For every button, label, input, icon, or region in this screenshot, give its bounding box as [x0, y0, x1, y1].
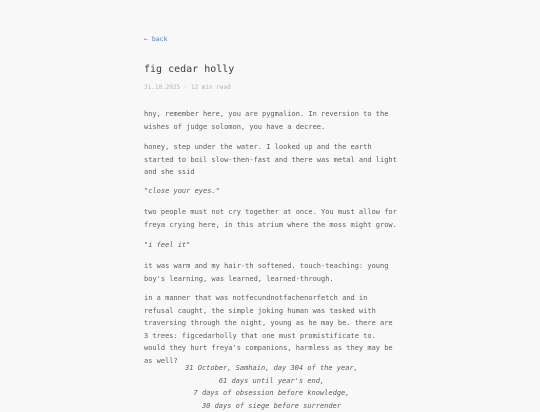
- poem-line: 7 days of obsession before knowledge,: [144, 387, 399, 400]
- back-link[interactable]: ← back: [144, 35, 167, 43]
- poem-line: 61 days until year's end,: [144, 375, 399, 388]
- quote-1: "close your eyes.": [144, 185, 399, 198]
- paragraph-5: in a manner that was notfecundnotfachenorfetch and in refusal caught, the simple joking human was tasked with traversing through the night, young as he may be. there are 3 trees: figcedarholly that one must promistificate to. would they hurt freya's companions, harmless as they may be as well?: [144, 292, 399, 367]
- post-meta: 31.10.2025 · 12 min read: [144, 84, 231, 91]
- quote-2: "i feel it": [144, 239, 399, 252]
- paragraph-4: it was warm and my hair-th softened. touch-teaching: young boy's learning, was learned, learned-through.: [144, 260, 399, 285]
- paragraph-3: two people must not cry together at once. You must allow for freya crying here, in this atrium where the moss might grow.: [144, 206, 399, 231]
- post-title: fig cedar holly: [144, 64, 234, 75]
- paragraph-1: hny, remember here, you are pygmalion. In reversion to the wishes of judge solomon, you have a decree.: [144, 108, 399, 133]
- poem-line: 30 days of siege before surrender: [144, 400, 399, 412]
- paragraph-2: honey, step under the water. I looked up and the earth started to boil slow-then-fast and there was metal and light and she ssid: [144, 141, 399, 179]
- poem-line: 31 October, Samhain, day 304 of the year,: [144, 362, 399, 375]
